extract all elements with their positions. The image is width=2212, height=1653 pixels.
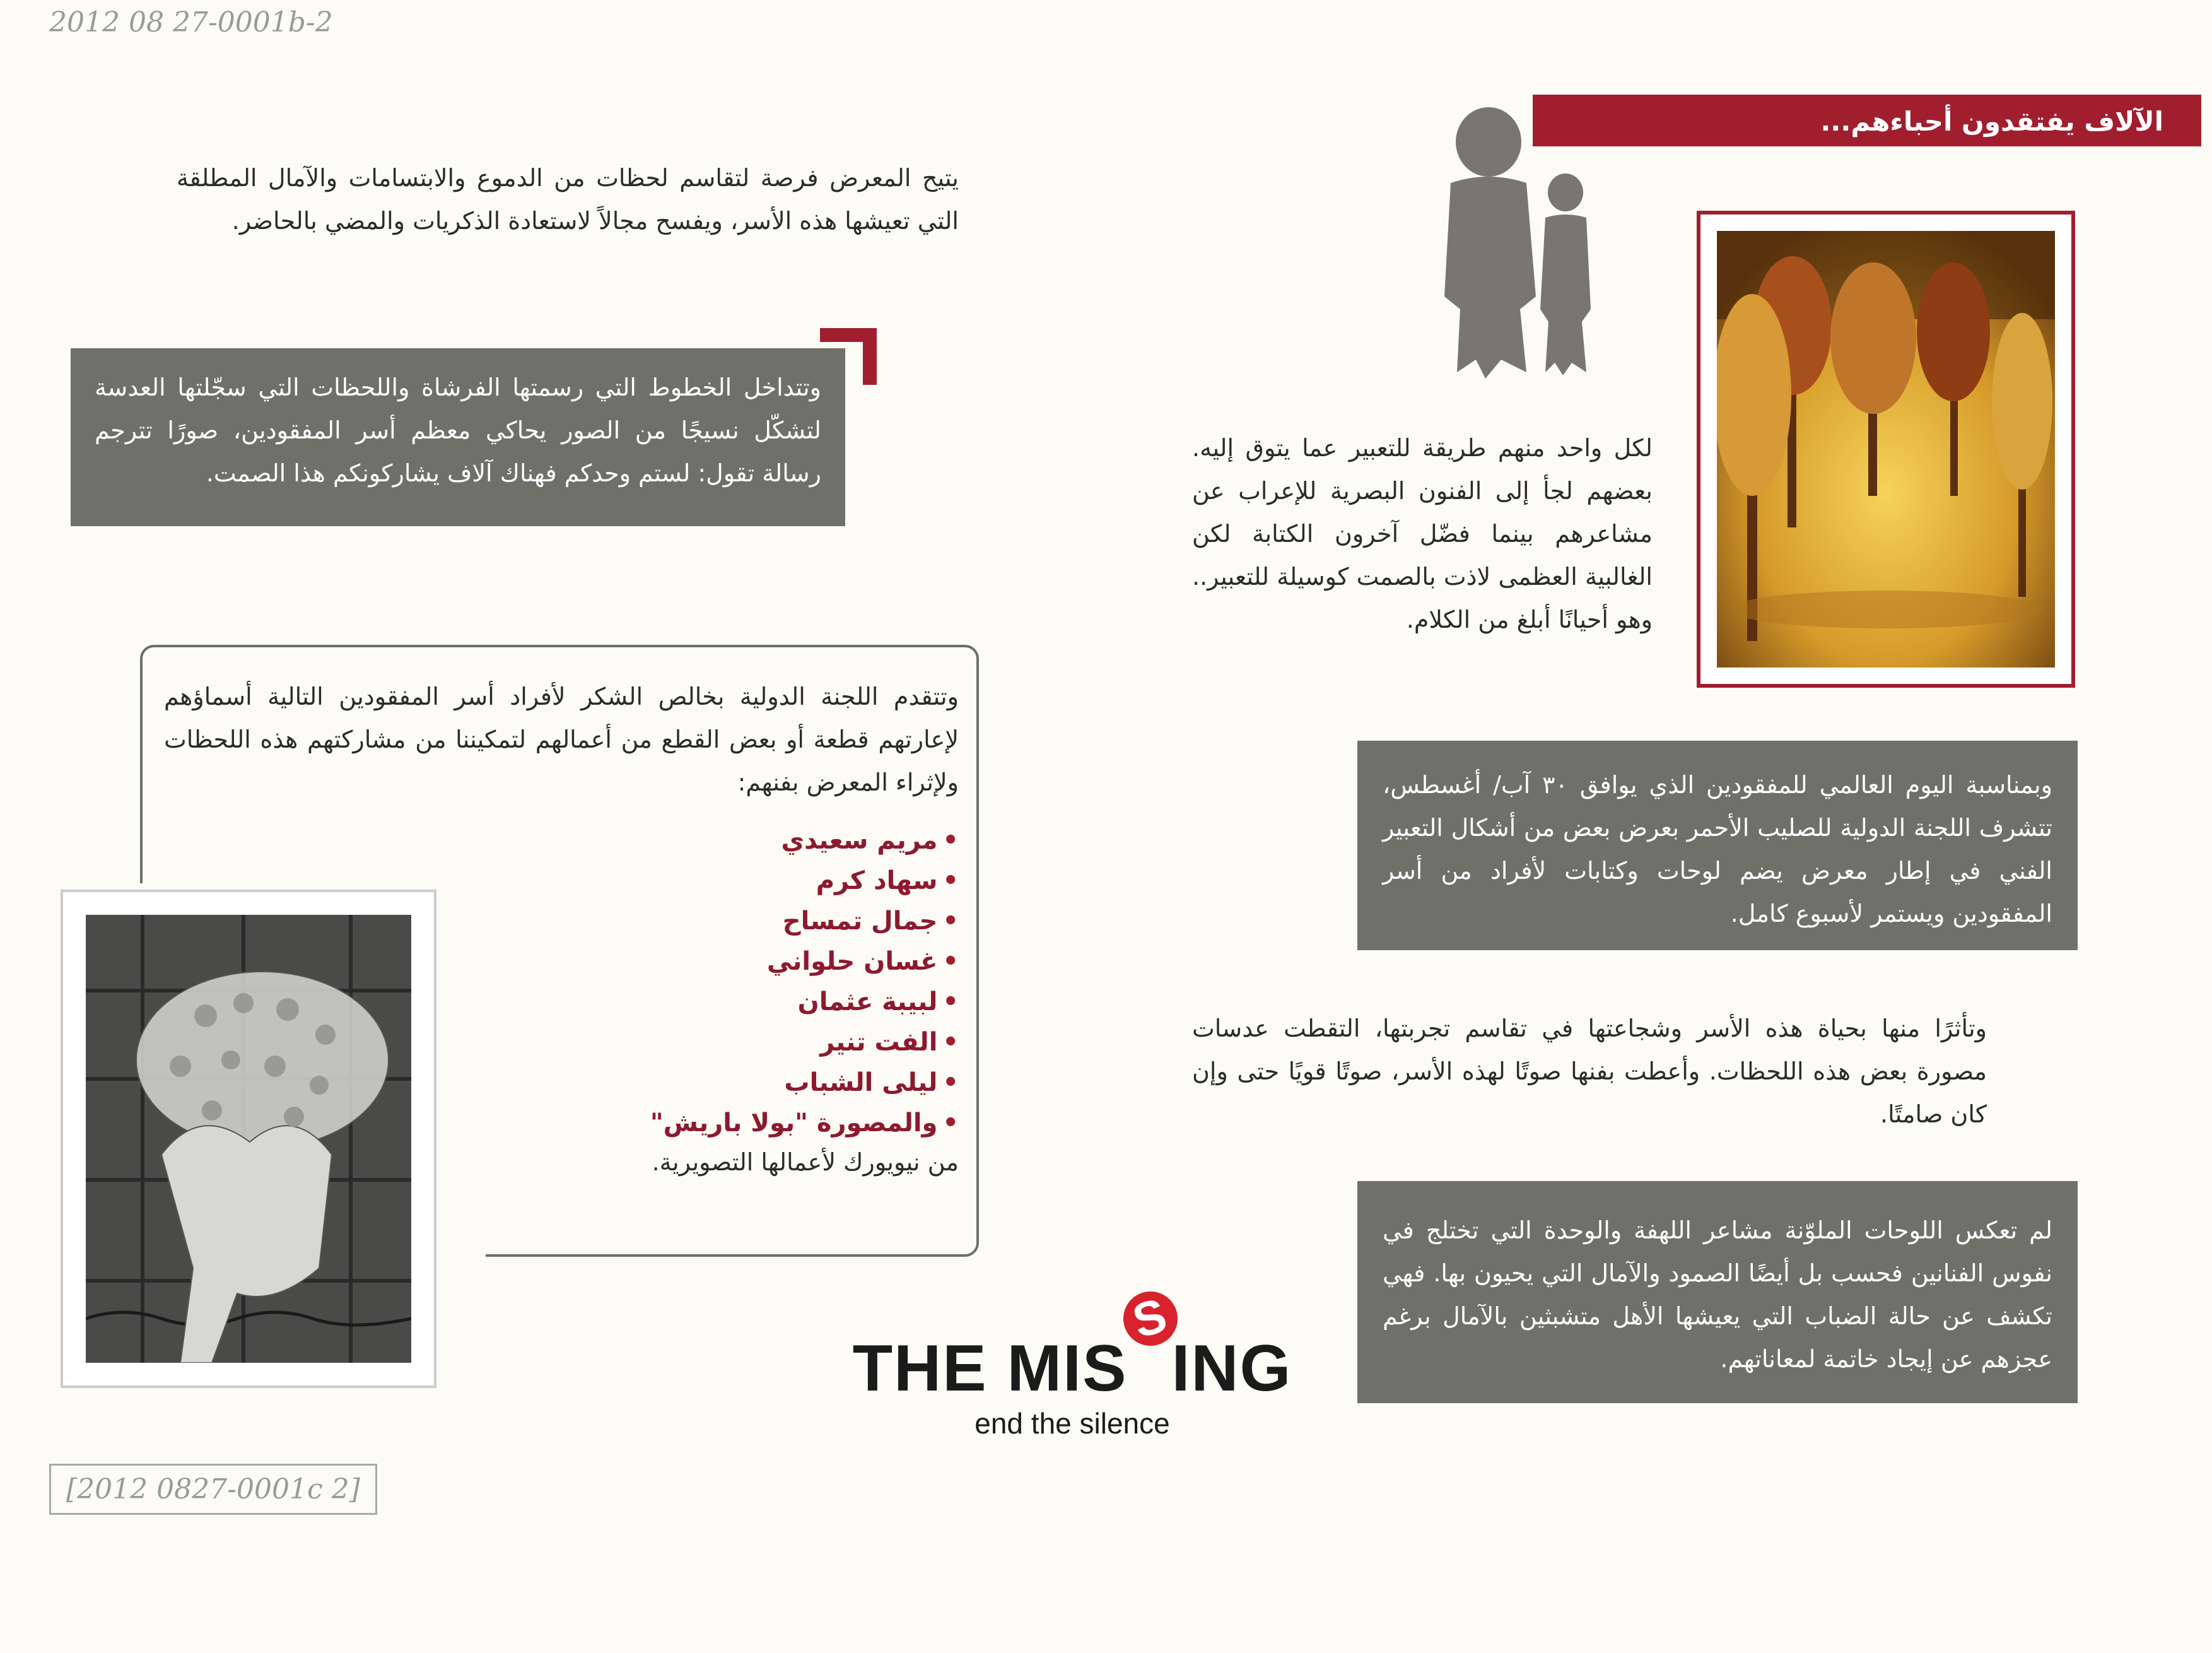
list-item: • الفت تنير [631, 1022, 959, 1062]
list-item: • لبيبة عثمان [631, 982, 959, 1022]
hands-painting-frame [61, 890, 436, 1388]
thanks-outro: من نيويورك لأعمالها التصويرية. [652, 1148, 959, 1176]
occasion-box: وبمناسبة اليوم العالمي للمفقودين الذي يوافق ٣٠ آب/ أغسطس، تتشرف اللجنة الدولية للصليب الأحمر بعرض بعض من أشكال التعبير الفني في إطار معرض يضم لوحات وكتابات لأفراد من أسر المفقودين ويستمر لأسبوع كامل. [1357, 741, 2078, 950]
list-item: • غسان حلواني [631, 941, 959, 982]
lines-box: وتتداخل الخطوط التي رسمتها الفرشاة واللحظات التي سجّلتها العدسة لتشكّل نسيجًا من الصور يحاكي معظم أسر المفقودين، صورًا تترجم رسالة تقول: لستم وحدكم فهناك آلاف يشاركونكم هذا الصمت. [71, 348, 845, 526]
archive-annotation-top: 2012 08 27-0001b-2 [49, 6, 333, 38]
lenses-paragraph: وتأثرًا منها بحياة هذه الأسر وشجاعتها في تقاسم تجربتها، التقطت عدسات مصورة بعض هذه اللحظات. وأعطت بفنها صوتًا لهذه الأسر، صوتًا قويًا حتى وإن كان صامتًا. [1192, 1015, 1987, 1128]
logo-tagline: end the silence [974, 1407, 1170, 1440]
archive-annotation-bottom: [2012 0827-0001c 2] [49, 1464, 377, 1515]
paintings-box: لم تعكس اللوحات الملوّنة مشاعر اللهفة والوحدة التي تختلج في نفوس الفنانين فحسب بل أيضًا الصمود والآمال التي يحيون بها. فهي تكشف عن حالة الضباب التي يعيشها الأهل متشبثين بالآمال برغم عجزهم عن إيجاد خاتمة لمعاناتهم. [1357, 1181, 2078, 1403]
logo-part2: ING [1171, 1332, 1292, 1405]
list-item: • مريم سعيدي [631, 820, 959, 861]
the-missing-logo [820, 1288, 1325, 1440]
trees-painting [1717, 231, 2055, 668]
list-item: • جمال تمساح [631, 901, 959, 941]
list-item: • ليلى الشباب [631, 1062, 959, 1103]
logo-part1: THE MIS [852, 1332, 1128, 1405]
family-silhouette-icon [1425, 107, 1615, 385]
intro-paragraph: يتيح المعرض فرصة لتقاسم لحظات من الدموع والابتسامات والآمال المطلقة التي تعيشها هذه الأسر، ويفسح مجالاً لاستعادة الذكريات والمضي بالحاضر. [177, 164, 959, 235]
hands-painting [86, 915, 411, 1363]
headline: الآلاف يفتقدون أحباءهم... [1820, 106, 2163, 137]
names-list-wrapper [631, 820, 959, 1184]
list-item: • سهاد كرم [631, 861, 959, 901]
logo-s-badge [1127, 1288, 1174, 1406]
thanks-intro: وتتقدم اللجنة الدولية بخالص الشكر لأفراد أسر المفقودين التالية أسماؤهم لإعارتهم قطعة أو بعض القطع من أعمالهم لتمكيننا من مشاركتهم هذه اللحظات ولإثراء المعرض بفنهم: [164, 683, 959, 796]
logo-highlight: S [1117, 1285, 1184, 1352]
trees-painting-frame [1697, 211, 2075, 688]
headline-bar [1533, 95, 2201, 146]
list-item: • والمصورة "بولا باريش" [631, 1103, 959, 1143]
names-list [631, 820, 959, 1143]
expression-paragraph: لكل واحد منهم طريقة للتعبير عما يتوق إليه. بعضهم لجأ إلى الفنون البصرية للإعراب عن مشاعرهم بينما فضّل آخرون الكتابة لكن الغالبية العظمى لاذت بالصمت كوسيلة للتعبير.. وهو أحيانًا أبلغ من الكلام. [1192, 434, 1653, 633]
